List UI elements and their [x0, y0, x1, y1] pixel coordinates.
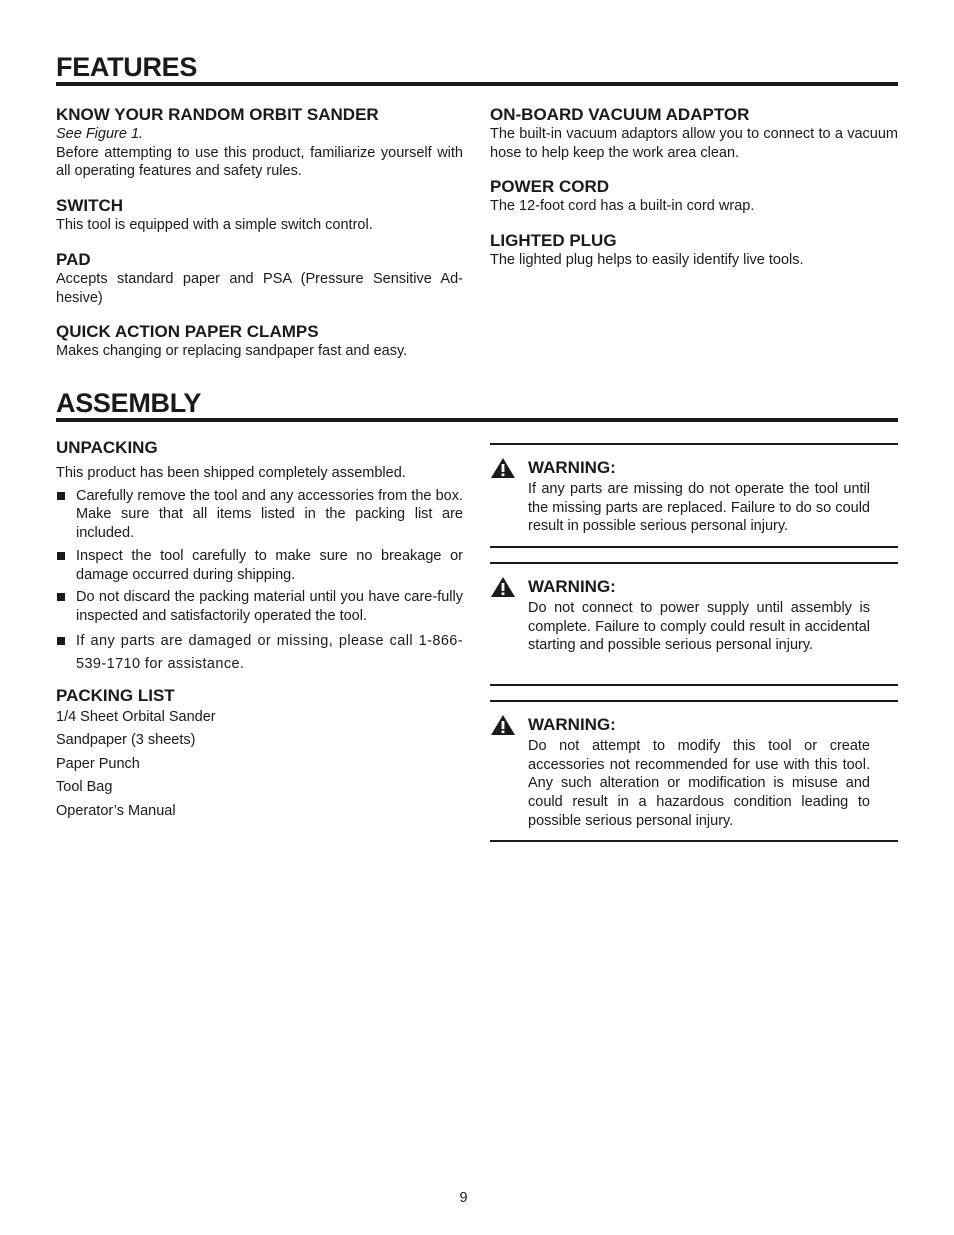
bullet-square-icon — [57, 492, 65, 500]
unpacking-intro: This product has been shipped completely assembled. — [56, 465, 406, 481]
feature-text: Accepts standard paper and PSA (Pressure Sensitive Ad-hesive) — [56, 270, 463, 306]
feature-heading: PAD — [56, 249, 91, 269]
list-item: Do not discard the packing material until you have care-fully inspected and satisfactorily operated the tool. — [56, 588, 463, 625]
unpacking-heading: UNPACKING — [56, 438, 158, 457]
warning-triangle-icon — [490, 457, 516, 479]
features-left-column — [56, 105, 463, 361]
feature-text: This tool is equipped with a simple switch control. — [56, 217, 373, 234]
packing-list-item: Tool Bag — [56, 779, 113, 796]
warning-triangle-icon — [490, 576, 516, 598]
warning-triangle-icon — [490, 714, 516, 736]
warning-title: WARNING: — [528, 458, 616, 477]
feature-heading: ON-BOARD VACUUM ADAPTOR — [490, 105, 750, 124]
warning-box — [490, 700, 898, 842]
warning-text: Do not attempt to modify this tool or create accessories not recommended for use with this tool. Any such alteration or modification is misuse and could result in a hazardous condition leading to possible serious personal injury. — [528, 738, 870, 829]
feature-text: The lighted plug helps to easily identify live tools. — [490, 252, 804, 269]
feature-text: Makes changing or replacing sandpaper fast and easy. — [56, 343, 408, 360]
feature-text: The built-in vacuum adaptors allow you to connect to a vacuum hose to help keep the work area clean. — [490, 126, 898, 161]
warning-title: WARNING: — [528, 715, 616, 734]
packing-list-item: Paper Punch — [56, 755, 140, 772]
feature-heading: QUICK ACTION PAPER CLAMPS — [56, 322, 319, 342]
feature-heading: POWER CORD — [490, 177, 609, 197]
packing-list-item: Operator’s Manual — [56, 802, 176, 819]
feature-heading: KNOW YOUR RANDOM ORBIT SANDER — [56, 105, 379, 124]
assembly-left-column — [56, 438, 463, 823]
bullet-square-icon — [57, 637, 65, 645]
list-item: Carefully remove the tool and any accessories from the box. Make sure that all items listed in the packing list are included. — [56, 487, 463, 543]
packing-list-heading: PACKING LIST — [56, 685, 175, 705]
warning-box — [490, 562, 898, 686]
warning-box — [490, 443, 898, 548]
warning-text: If any parts are missing do not operate the tool until the missing parts are replaced. Failure to do so could result in possible serious personal injury. — [528, 481, 870, 535]
page-number: 9 — [459, 1190, 468, 1206]
bullet-square-icon — [57, 552, 65, 560]
list-item: Inspect the tool carefully to make sure no breakage or damage occurred during shipping. — [56, 547, 463, 584]
bullet-square-icon — [57, 593, 65, 601]
packing-list-item: Sandpaper (3 sheets) — [56, 732, 196, 749]
features-title: FEATURES — [56, 52, 898, 86]
list-item: If any parts are damaged or missing, please call 1-866-539-1710 for assistance. — [56, 630, 463, 676]
features-right-column — [490, 105, 898, 270]
warning-title: WARNING: — [528, 577, 616, 596]
feature-heading: SWITCH — [56, 196, 124, 216]
feature-text: Before attempting to use this product, familiarize yourself with all operating features and safety rules. — [56, 144, 463, 180]
feature-heading: LIGHTED PLUG — [490, 231, 617, 251]
assembly-title: ASSEMBLY — [56, 388, 898, 422]
warning-text: Do not connect to power supply until assembly is complete. Failure to comply could result in accidental starting and possible serious personal injury. — [528, 600, 870, 654]
feature-note: See Figure 1. — [56, 126, 144, 142]
feature-text: The 12-foot cord has a built-in cord wrap. — [490, 198, 755, 215]
packing-list-item: 1/4 Sheet Orbital Sander — [56, 708, 216, 725]
